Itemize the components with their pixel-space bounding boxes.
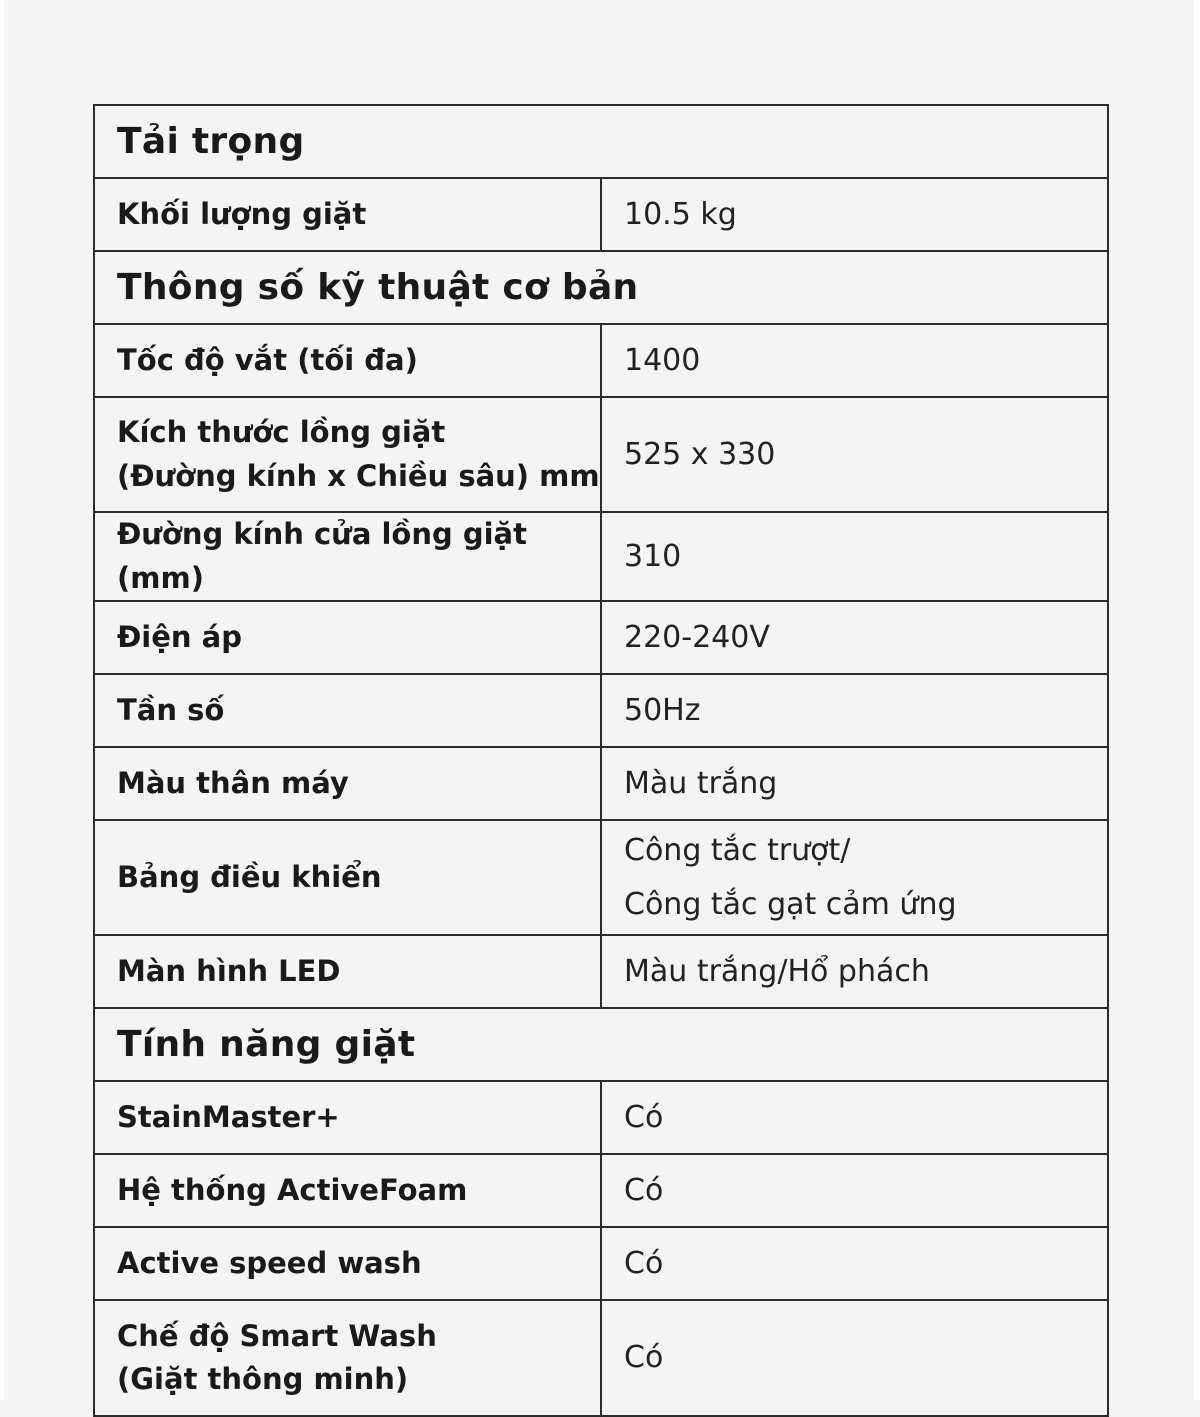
row-label: Khối lượng giặt bbox=[94, 178, 601, 251]
table-row-led-display bbox=[94, 935, 1108, 1008]
section-header-basic bbox=[94, 251, 1108, 324]
row-value: Có bbox=[601, 1154, 1108, 1227]
section-title: Tải trọng bbox=[94, 105, 1108, 178]
row-value-line-1: Công tắc trượt/ bbox=[624, 832, 851, 868]
row-value: 50Hz bbox=[601, 674, 1108, 747]
row-value: 10.5 kg bbox=[601, 178, 1108, 251]
row-value-line-2: Công tắc gạt cảm ứng bbox=[624, 886, 957, 922]
row-value: 525 x 330 bbox=[601, 397, 1108, 512]
row-label: Đường kính cửa lồng giặt (mm) bbox=[94, 512, 601, 601]
section-title: Tính năng giặt bbox=[94, 1008, 1108, 1081]
left-edge bbox=[0, 0, 4, 1400]
row-label: Màu thân máy bbox=[94, 747, 601, 820]
section-header-features bbox=[94, 1008, 1108, 1081]
table-row-voltage bbox=[94, 601, 1108, 674]
table-row-spin-speed bbox=[94, 324, 1108, 397]
table-row-control-panel bbox=[94, 820, 1108, 935]
row-label: Điện áp bbox=[94, 601, 601, 674]
row-label-line-1: Kích thước lồng giặt bbox=[117, 415, 446, 449]
row-value bbox=[601, 820, 1108, 935]
row-label: Hệ thống ActiveFoam bbox=[94, 1154, 601, 1227]
row-label: Bảng điều khiển bbox=[94, 820, 601, 935]
spec-table bbox=[93, 104, 1109, 1417]
row-label: Tốc độ vắt (tối đa) bbox=[94, 324, 601, 397]
row-value: 310 bbox=[601, 512, 1108, 601]
row-label-line-1: Chế độ Smart Wash bbox=[117, 1318, 437, 1353]
table-row-door-diameter bbox=[94, 512, 1108, 601]
row-label bbox=[94, 397, 601, 512]
row-value: Có bbox=[601, 1227, 1108, 1300]
row-label-line-2: (Đường kính x Chiều sâu) mm bbox=[117, 458, 600, 493]
row-value: Có bbox=[601, 1300, 1108, 1416]
table-row-drum-size bbox=[94, 397, 1108, 512]
row-label: StainMaster+ bbox=[94, 1081, 601, 1154]
row-label: Tần số bbox=[94, 674, 601, 747]
section-header-load bbox=[94, 105, 1108, 178]
section-title: Thông số kỹ thuật cơ bản bbox=[94, 251, 1108, 324]
row-value: 1400 bbox=[601, 324, 1108, 397]
table-row-smart-wash bbox=[94, 1300, 1108, 1416]
row-label bbox=[94, 1300, 601, 1416]
table-row-frequency bbox=[94, 674, 1108, 747]
row-value: Có bbox=[601, 1081, 1108, 1154]
row-label: Màn hình LED bbox=[94, 935, 601, 1008]
row-value: Màu trắng/Hổ phách bbox=[601, 935, 1108, 1008]
table-row-stainmaster bbox=[94, 1081, 1108, 1154]
table-row-body-color bbox=[94, 747, 1108, 820]
table-row-active-speed-wash bbox=[94, 1227, 1108, 1300]
row-value: Màu trắng bbox=[601, 747, 1108, 820]
table-row-wash-capacity bbox=[94, 178, 1108, 251]
table-row-activefoam bbox=[94, 1154, 1108, 1227]
row-value: 220-240V bbox=[601, 601, 1108, 674]
row-label-line-2: (Giặt thông minh) bbox=[117, 1362, 409, 1396]
right-edge bbox=[1194, 0, 1200, 1400]
row-label: Active speed wash bbox=[94, 1227, 601, 1300]
